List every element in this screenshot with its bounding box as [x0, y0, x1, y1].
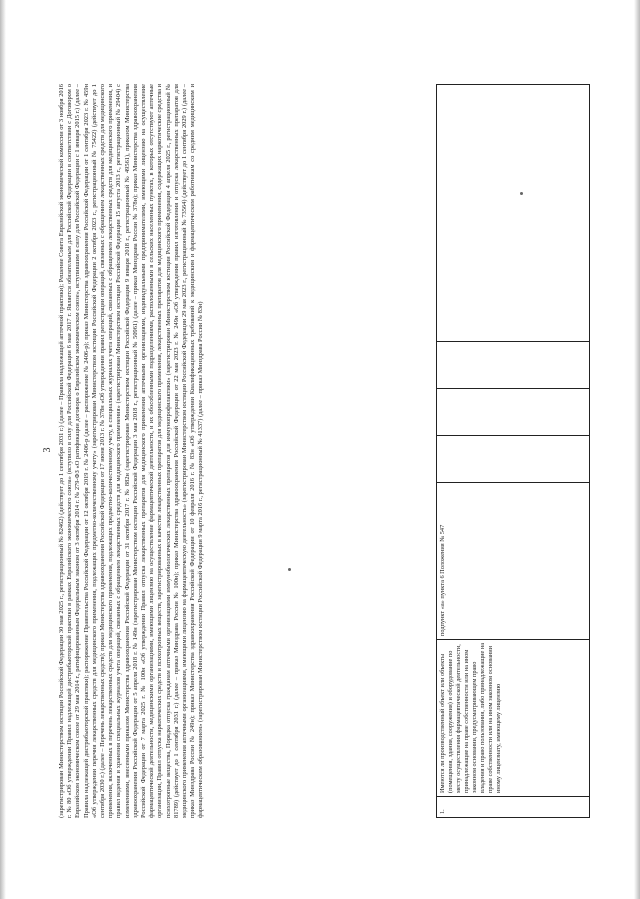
answer-na-cell: [437, 342, 590, 389]
scan-speck: [288, 568, 291, 571]
notes-cell: [437, 85, 590, 342]
reference-cell: подпункт «а» пункта 6 Положения № 547: [437, 483, 590, 640]
legal-references-text: [58, 84, 206, 818]
answer-yes-cell: [437, 436, 590, 483]
requirement-cell: Имеются ли производственный объект или объекты (помещения, здания, сооружения) и оборудование по месту осуществления фармацевтической деятельности, принадлежащие на праве собственности или на ином законном основании, предусматривающем право владения и право пользования, либо принадлежащие на праве собственности или на ином законном основании иному лицензиату, имеющему лицензию: [437, 640, 590, 797]
row-number: 1.: [437, 797, 590, 818]
intro-paragraph: (зарегистрирован Министерством юстиции Российской Федерации 30 мая 2025 г., регистрационный № 82462) (действует до 1 сентября 2031 г.) (далее – Правила надлежащей аптечной практики); Решение Совета Евразийской экономической комиссии от 3 ноября 2016 г. № 80 «Об утверждении Правил надлежащей дистрибьюторской практики в рамках Евразийского экономического союза» (вступило в силу для Российской Федерации 6 мая 2017 г. Является обязательным для Российской Федерации в соответствии с Договором о Евразийском экономическом союзе от 29 мая 2014 г., ратифицированным Федеральным законом от 3 октября 2014 г. № 279-ФЗ «О ратификации договора о Евразийском экономическом союзе», вступившим в силу для Российской Федерации с 1 января 2015 г.) (далее – Правила надлежащей дистрибьюторской практики); распоряжение Правительства Российской Федерации от 12 октября 2019 г. № 2406-р (далее – распоряжение № 2406-р); приказ Министерства здравоохранения Российской Федерации от 1 сентября 2023 г. № 459н «Об утверждении перечня лекарственных средств для медицинского применения, подлежащих предметно-количественному учету» (зарегистрирован Министерством юстиции Российской Федерации 2 октября 2023 г., регистрационный № 75422) (действует до 1 сентября 2030 г.) (далее – Перечень лекарственных средств); приказ Министерства здравоохранения Российской Федерации от 17 июня 2013 г. № 378н «Об утверждении правил регистрации операций, связанных с обращением лекарственных средств для медицинского применения, включенных в перечень лекарственных средств для медицинского применения, подлежащих предметно-количественному учету, в специальных журналах учета операций, связанных с обращением лекарственных средств для медицинского применения, и правил ведения и хранения специальных журналов учета операций, связанных с обращением лекарственных средств для медицинского применения» (зарегистрирован Министерством юстиции Российской Федерации 15 августа 2013 г., регистрационный № 29404) с изменениями, внесенными приказом Министерства здравоохранения Российской Федерации от 31 октября 2017 г. № 882н (зарегистрирован Министерством юстиции Российской Федерации 9 января 2018 г., регистрационный № 49561), приказом Министерства здравоохранения Российской Федерации от 5 апреля 2018 г. № 149н (зарегистрирован Министерством юстиции Российской Федерации 3 мая 2018 г., регистрационный № 50961) (далее – приказ Минздрава России № 378н); приказ Министерства здравоохранения Российской Федерации от 7 марта 2025 г. № 100н «Об утверждении Правил отпуска лекарственных препаратов для медицинского применения аптечными организациями, индивидуальными предпринимателями, имеющими лицензию на осуществление фармацевтической деятельности, медицинскими организациями, имеющими лицензию на осуществление фармацевтической деятельности, и их обособленными подразделениями, расположенными в сельских населенных пунктах, в которых отсутствуют аптечные организации, Правил отпуска наркотических средств и психотропных веществ, зарегистрированных в качестве лекарственных препаратов для медицинского применения, лекарственных препаратов для медицинского применения, содержащих наркотические средства и психотропные вещества, Порядка отпуска гражданам аптечными организациями иммунобиологических лекарственных препаратов для иммунопрофилактики» (зарегистрирован Министерством юстиции Российской Федерации 4 апреля 2025 г., регистрационный № 81789) (действует до 1 сентября 2031 г.) (далее – приказ Минздрава России № 100н); приказ Министерства здравоохранения Российской Федерации от 22 мая 2023 г. № 249н «Об утверждении правил изготовления и отпуска лекарственных препаратов для медицинского применения аптечными организациями, имеющими лицензию на фармацевтическую деятельность» (зарегистрирован Министерством юстиции Российской Федерации 29 мая 2023 г., регистрационный № 73564) (действует до 1 сентября 2029 г.) (далее – приказ Минздрава России № 249н); приказ Министерства здравоохранения Российской Федерации от 10 февраля 2016 г. № 83н «Об утверждении Квалификационных требований к медицинским и фармацевтическим работникам со средним медицинским и фармацевтическим образованием» (зарегистрирован Министерством юстиции Российской Федерации 9 марта 2016 г., регистрационный № 41337) (далее – приказ Минздрава России № 83н): [58, 84, 205, 818]
checklist-table: [436, 84, 590, 818]
answer-no-cell: [437, 389, 590, 436]
page-number: 3: [42, 447, 53, 453]
rotated-content: [40, 70, 600, 830]
scan-left-edge: [0, 0, 6, 899]
table-row: [437, 85, 590, 818]
scan-right-edge: [634, 0, 640, 899]
scan-speck: [520, 192, 523, 195]
